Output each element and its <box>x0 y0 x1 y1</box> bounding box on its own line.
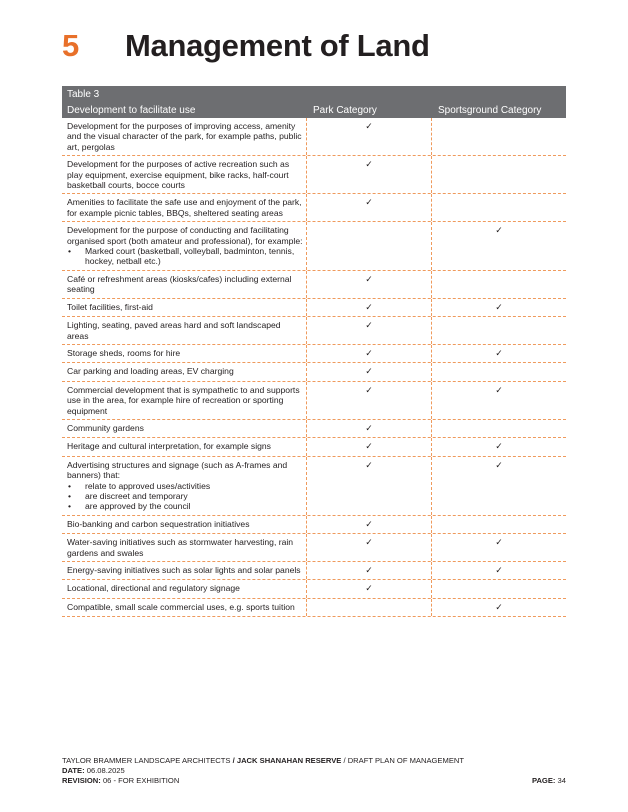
bullet-item <box>67 491 303 501</box>
table-row <box>62 457 566 516</box>
park-check-icon: ✓ <box>365 442 373 453</box>
cell-sportsground <box>432 562 566 579</box>
park-check-icon: ✓ <box>365 348 373 359</box>
table-row <box>62 345 566 363</box>
cell-sportsground <box>432 317 566 344</box>
column-header-development: Development to facilitate use <box>67 105 196 116</box>
cell-sportsground <box>432 194 566 221</box>
bullet-item <box>67 481 303 491</box>
park-check-icon: ✓ <box>365 538 373 549</box>
cell-development <box>62 317 307 344</box>
cell-park <box>307 194 432 221</box>
table-row <box>62 271 566 299</box>
cell-park <box>307 562 432 579</box>
cell-park <box>307 516 432 533</box>
cell-sportsground <box>432 534 566 561</box>
cell-development <box>62 516 307 533</box>
park-check-icon: ✓ <box>365 274 373 285</box>
park-check-icon: ✓ <box>365 321 373 332</box>
cell-sportsground <box>432 363 566 380</box>
park-check-icon: ✓ <box>365 160 373 171</box>
footer-page <box>532 776 566 786</box>
cell-sportsground <box>432 299 566 316</box>
sportsground-check-icon: ✓ <box>495 226 503 237</box>
development-text: Community gardens <box>67 422 144 433</box>
footer-date <box>62 766 566 776</box>
bullet-text: are discreet and temporary <box>85 490 188 501</box>
column-header-park: Park Category <box>313 105 377 116</box>
footer-project: JACK SHANAHAN RESERVE <box>236 756 342 765</box>
table-row <box>62 222 566 271</box>
development-text: Development for the purposes of active recreation such as play equipment, exercise equipment, bike racks, half-court basketball courts, bocce courts <box>67 159 290 191</box>
park-check-icon: ✓ <box>365 460 373 471</box>
table-body <box>62 118 566 617</box>
cell-park <box>307 599 432 616</box>
park-check-icon: ✓ <box>365 584 373 595</box>
cell-development <box>62 118 307 155</box>
development-text: Water-saving initiatives such as stormwater harvesting, rain gardens and swales <box>67 537 294 558</box>
development-text: Energy-saving initiatives such as solar lights and solar panels <box>67 565 301 575</box>
park-check-icon: ✓ <box>365 385 373 396</box>
footer-date-value: 06.08.2025 <box>84 766 125 775</box>
cell-development <box>62 156 307 193</box>
cell-sportsground <box>432 599 566 616</box>
park-check-icon: ✓ <box>365 423 373 434</box>
sportsground-check-icon: ✓ <box>495 460 503 471</box>
sportsground-check-icon: ✓ <box>495 602 503 613</box>
table-row <box>62 382 566 420</box>
cell-sportsground <box>432 580 566 597</box>
park-check-icon: ✓ <box>365 566 373 576</box>
uses-table <box>62 86 566 617</box>
bullet-item <box>67 501 303 511</box>
sportsground-check-icon: ✓ <box>495 566 503 576</box>
cell-sportsground <box>432 156 566 193</box>
development-text: Storage sheds, rooms for hire <box>67 347 181 358</box>
cell-development <box>62 534 307 561</box>
cell-park <box>307 534 432 561</box>
cell-park <box>307 222 432 270</box>
park-check-icon: ✓ <box>365 198 373 209</box>
development-text: Heritage and cultural interpretation, for example signs <box>67 441 271 452</box>
cell-park <box>307 580 432 597</box>
development-text: Compatible, small scale commercial uses, e.g. sports tuition <box>67 601 295 612</box>
sportsground-check-icon: ✓ <box>495 302 503 313</box>
development-text: Commercial development that is sympathetic to and supports use in the area, for example hire of recreation or sporting equipment <box>67 384 300 416</box>
footer-document: DRAFT PLAN OF MANAGEMENT <box>347 756 465 765</box>
footer-line-1 <box>62 756 566 766</box>
bullet-text: Marked court (basketball, volleyball, badminton, tennis, hockey, netball etc.) <box>85 246 295 267</box>
cell-development <box>62 580 307 597</box>
footer-page-label: PAGE: <box>531 776 556 785</box>
cell-park <box>307 457 432 515</box>
development-text: Lighting, seating, paved areas hard and soft landscaped areas <box>67 320 281 341</box>
table-row <box>62 420 566 438</box>
cell-park <box>307 345 432 362</box>
sportsground-check-icon: ✓ <box>495 385 503 396</box>
table-row <box>62 534 566 562</box>
cell-development <box>62 363 307 380</box>
cell-development <box>62 457 307 515</box>
development-text: Amenities to facilitate the safe use and enjoyment of the park, for example picnic tables, BBQs, sheltered seating areas <box>67 197 302 218</box>
cell-development <box>62 562 307 579</box>
bullet-icon: • <box>68 490 72 501</box>
page-heading <box>62 26 582 70</box>
cell-development <box>62 222 307 270</box>
cell-sportsground <box>432 222 566 270</box>
development-text: Bio-banking and carbon sequestration initiatives <box>67 518 250 529</box>
cell-park <box>307 382 432 419</box>
footer-revision-value: 06 - FOR EXHIBITION <box>100 776 180 785</box>
footer-revision <box>62 776 566 786</box>
cell-park <box>307 299 432 316</box>
development-text: Car parking and loading areas, EV charging <box>67 366 234 377</box>
cell-development <box>62 599 307 616</box>
section-number: 5 <box>62 28 80 63</box>
bullet-text: are approved by the council <box>85 501 191 512</box>
development-text: Toilet facilities, first-aid <box>67 301 153 312</box>
cell-sportsground <box>432 516 566 533</box>
park-check-icon: ✓ <box>365 519 373 530</box>
cell-development <box>62 271 307 298</box>
cell-development <box>62 194 307 221</box>
cell-park <box>307 363 432 380</box>
park-check-icon: ✓ <box>365 302 373 313</box>
footer-separator: / <box>230 756 237 765</box>
table-row <box>62 599 566 617</box>
table-row <box>62 363 566 381</box>
cell-development <box>62 345 307 362</box>
cell-park <box>307 317 432 344</box>
section-title: Management of Land <box>125 28 430 63</box>
page-footer <box>62 756 566 786</box>
bullet-icon: • <box>68 480 72 491</box>
cell-development <box>62 438 307 455</box>
cell-park <box>307 420 432 437</box>
bullet-icon: • <box>68 501 72 512</box>
cell-sportsground <box>432 382 566 419</box>
table-row <box>62 156 566 194</box>
sportsground-check-icon: ✓ <box>495 442 503 453</box>
table-row <box>62 438 566 456</box>
column-header-sportsground: Sportsground Category <box>438 105 542 116</box>
footer-separator: / <box>341 756 348 765</box>
footer-date-label: DATE: <box>62 766 85 775</box>
bullet-text: relate to approved uses/activities <box>85 480 211 491</box>
development-text: Development for the purpose of conducting and facilitating organised sport (both amateur and professional), for example: <box>67 225 303 246</box>
cell-sportsground <box>432 457 566 515</box>
development-text: Locational, directional and regulatory signage <box>67 583 240 594</box>
cell-sportsground <box>432 345 566 362</box>
table-row <box>62 194 566 222</box>
cell-park <box>307 118 432 155</box>
cell-park <box>307 271 432 298</box>
development-text: Advertising structures and signage (such as A-frames and banners) that: <box>67 459 288 481</box>
table-row <box>62 118 566 156</box>
table-header <box>62 86 566 118</box>
table-caption: Table 3 <box>67 89 100 100</box>
table-row <box>62 580 566 598</box>
development-text: Café or refreshment areas (kiosks/cafes) including external seating <box>67 273 292 295</box>
cell-sportsground <box>432 438 566 455</box>
cell-park <box>307 438 432 455</box>
cell-development <box>62 299 307 316</box>
cell-sportsground <box>432 118 566 155</box>
cell-park <box>307 156 432 193</box>
footer-page-number: 34 <box>555 776 566 785</box>
table-row <box>62 562 566 580</box>
park-check-icon: ✓ <box>365 367 373 378</box>
footer-firm: TAYLOR BRAMMER LANDSCAPE ARCHITECTS <box>62 756 231 765</box>
sportsground-check-icon: ✓ <box>495 348 503 359</box>
park-check-icon: ✓ <box>365 122 373 132</box>
bullet-item <box>67 246 303 267</box>
footer-revision-label: REVISION: <box>62 776 101 785</box>
development-text: Development for the purposes of improving access, amenity and the visual character of the park, for example paths, public art, pergolas <box>67 121 302 152</box>
cell-sportsground <box>432 271 566 298</box>
table-row <box>62 516 566 534</box>
cell-development <box>62 420 307 437</box>
cell-development <box>62 382 307 419</box>
table-row <box>62 317 566 345</box>
table-row <box>62 299 566 317</box>
bullet-icon: • <box>68 246 72 257</box>
sportsground-check-icon: ✓ <box>495 538 503 549</box>
cell-sportsground <box>432 420 566 437</box>
